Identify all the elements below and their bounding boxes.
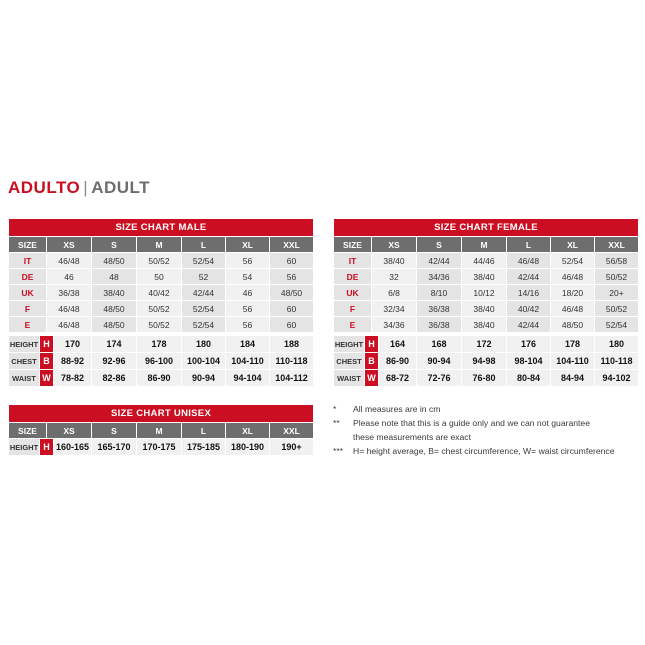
female-cell: 50/52 bbox=[595, 301, 639, 317]
male-measure-cell: 188 bbox=[270, 336, 314, 353]
note-line bbox=[333, 431, 645, 444]
female-measure-cell: 72-76 bbox=[417, 370, 462, 387]
male-col-l: L bbox=[182, 237, 226, 253]
male-cell: 38/40 bbox=[92, 285, 137, 301]
female-measure-cell: 104-110 bbox=[551, 353, 595, 370]
female-col-m: M bbox=[462, 237, 507, 253]
unisex-measure-cell: 165-170 bbox=[92, 439, 137, 456]
female-column-header-row bbox=[334, 237, 639, 253]
size-chart-female bbox=[333, 218, 639, 333]
female-col-xl: XL bbox=[551, 237, 595, 253]
unisex-measure-cell: 190+ bbox=[270, 439, 314, 456]
note-text: Please note that this is a guide only and we can not guarantee bbox=[353, 418, 590, 428]
table-row bbox=[9, 317, 314, 333]
male-cell: 60 bbox=[270, 253, 314, 269]
note-line bbox=[333, 403, 645, 416]
note-mark bbox=[333, 431, 353, 444]
unisex-measure-label-height: HEIGHT bbox=[9, 439, 40, 456]
unisex-col-s: S bbox=[92, 423, 137, 439]
female-cell: 50/52 bbox=[595, 269, 639, 285]
female-cell: 42/44 bbox=[417, 253, 462, 269]
unisex-col-xl: XL bbox=[226, 423, 270, 439]
female-cell: 34/36 bbox=[372, 317, 417, 333]
male-measure-label-chest: CHEST bbox=[9, 353, 40, 370]
male-cell: 52/54 bbox=[182, 253, 226, 269]
female-cell: 46/48 bbox=[507, 253, 551, 269]
male-table-heading: SIZE CHART MALE bbox=[9, 219, 314, 237]
male-measure-cell: 78-82 bbox=[54, 370, 92, 387]
table-row bbox=[9, 370, 314, 387]
female-cell: 20+ bbox=[595, 285, 639, 301]
female-cell: 6/8 bbox=[372, 285, 417, 301]
female-measure-key-h: H bbox=[365, 336, 379, 353]
female-table-heading: SIZE CHART FEMALE bbox=[334, 219, 639, 237]
male-measure-cell: 180 bbox=[182, 336, 226, 353]
table-row bbox=[334, 285, 639, 301]
male-measure-cell: 86-90 bbox=[137, 370, 182, 387]
note-line bbox=[333, 417, 645, 430]
note-mark: * bbox=[333, 404, 337, 414]
size-chart-unisex bbox=[8, 404, 314, 439]
male-measure-cell: 92-96 bbox=[92, 353, 137, 370]
note-text: All measures are in cm bbox=[353, 404, 441, 414]
unisex-column-header-row bbox=[9, 423, 314, 439]
table-row bbox=[9, 353, 314, 370]
female-measure-cell: 98-104 bbox=[507, 353, 551, 370]
female-cell: 8/10 bbox=[417, 285, 462, 301]
male-col-xxl: XXL bbox=[270, 237, 314, 253]
male-cell: 56 bbox=[226, 253, 270, 269]
title-english: ADULT bbox=[91, 178, 151, 197]
male-cell: 50/52 bbox=[137, 301, 182, 317]
unisex-col-xxl: XXL bbox=[270, 423, 314, 439]
unisex-col-l: L bbox=[182, 423, 226, 439]
unisex-measure-cell: 180-190 bbox=[226, 439, 270, 456]
table-row bbox=[9, 269, 314, 285]
male-cell: 36/38 bbox=[47, 285, 92, 301]
female-cell: 42/44 bbox=[507, 269, 551, 285]
note-mark: ** bbox=[333, 418, 340, 428]
table-row bbox=[334, 317, 639, 333]
male-row-label-f: F bbox=[9, 301, 47, 317]
male-measure-cell: 110-118 bbox=[270, 353, 314, 370]
male-measure-cell: 174 bbox=[92, 336, 137, 353]
female-cell: 44/46 bbox=[462, 253, 507, 269]
female-measure-cell: 168 bbox=[417, 336, 462, 353]
female-cell: 18/20 bbox=[551, 285, 595, 301]
male-cell: 46/48 bbox=[47, 317, 92, 333]
female-measure-cell: 80-84 bbox=[507, 370, 551, 387]
female-measure-cell: 94-98 bbox=[462, 353, 507, 370]
male-table-heading-row bbox=[9, 219, 314, 237]
note-line bbox=[333, 445, 645, 458]
female-cell: 32 bbox=[372, 269, 417, 285]
male-measure-cell: 88-92 bbox=[54, 353, 92, 370]
unisex-measure-cell: 175-185 bbox=[182, 439, 226, 456]
unisex-table-heading-row bbox=[9, 405, 314, 423]
male-cell: 56 bbox=[226, 317, 270, 333]
female-measure-cell: 172 bbox=[462, 336, 507, 353]
male-cell: 48/50 bbox=[92, 301, 137, 317]
male-measure-cell: 100-104 bbox=[182, 353, 226, 370]
size-chart-unisex-measures bbox=[8, 438, 314, 456]
male-col-xl: XL bbox=[226, 237, 270, 253]
female-col-size: SIZE bbox=[334, 237, 372, 253]
female-measure-cell: 94-102 bbox=[595, 370, 639, 387]
male-col-xs: XS bbox=[47, 237, 92, 253]
male-measure-cell: 104-112 bbox=[270, 370, 314, 387]
table-row bbox=[9, 301, 314, 317]
page-title bbox=[8, 178, 150, 198]
male-measure-cell: 82-86 bbox=[92, 370, 137, 387]
female-cell: 42/44 bbox=[507, 317, 551, 333]
female-cell: 36/38 bbox=[417, 301, 462, 317]
female-cell: 52/54 bbox=[551, 253, 595, 269]
female-measure-label-chest: CHEST bbox=[334, 353, 365, 370]
male-col-size: SIZE bbox=[9, 237, 47, 253]
female-cell: 38/40 bbox=[462, 269, 507, 285]
male-cell: 42/44 bbox=[182, 285, 226, 301]
male-cell: 52 bbox=[182, 269, 226, 285]
male-row-label-it: IT bbox=[9, 253, 47, 269]
female-cell: 46/48 bbox=[551, 301, 595, 317]
unisex-col-xs: XS bbox=[47, 423, 92, 439]
title-italian: ADULTO bbox=[8, 178, 81, 197]
female-cell: 40/42 bbox=[507, 301, 551, 317]
male-measure-cell: 178 bbox=[137, 336, 182, 353]
table-row bbox=[9, 253, 314, 269]
table-row bbox=[9, 336, 314, 353]
table-row bbox=[334, 353, 639, 370]
unisex-col-m: M bbox=[137, 423, 182, 439]
male-measure-cell: 184 bbox=[226, 336, 270, 353]
size-chart-male-measures bbox=[8, 335, 314, 387]
female-measure-cell: 176 bbox=[507, 336, 551, 353]
table-row bbox=[334, 301, 639, 317]
female-measure-cell: 178 bbox=[551, 336, 595, 353]
male-cell: 46/48 bbox=[47, 301, 92, 317]
size-chart-male bbox=[8, 218, 314, 333]
female-cell: 36/38 bbox=[417, 317, 462, 333]
male-row-label-uk: UK bbox=[9, 285, 47, 301]
table-row bbox=[9, 285, 314, 301]
female-measure-cell: 86-90 bbox=[379, 353, 417, 370]
male-cell: 54 bbox=[226, 269, 270, 285]
female-col-xs: XS bbox=[372, 237, 417, 253]
female-col-s: S bbox=[417, 237, 462, 253]
table-row bbox=[334, 336, 639, 353]
female-measure-cell: 68-72 bbox=[379, 370, 417, 387]
female-table-heading-row bbox=[334, 219, 639, 237]
male-measure-cell: 94-104 bbox=[226, 370, 270, 387]
male-measure-label-height: HEIGHT bbox=[9, 336, 40, 353]
title-separator: | bbox=[83, 178, 89, 197]
male-cell: 52/54 bbox=[182, 317, 226, 333]
male-measure-cell: 104-110 bbox=[226, 353, 270, 370]
female-row-label-it: IT bbox=[334, 253, 372, 269]
female-cell: 38/40 bbox=[462, 301, 507, 317]
chart-notes bbox=[333, 403, 645, 459]
female-cell: 32/34 bbox=[372, 301, 417, 317]
female-measure-key-w: W bbox=[365, 370, 379, 387]
female-measure-cell: 84-94 bbox=[551, 370, 595, 387]
female-measure-key-b: B bbox=[365, 353, 379, 370]
size-chart-female-measures bbox=[333, 335, 639, 387]
male-measure-key-b: B bbox=[40, 353, 54, 370]
male-cell: 46/48 bbox=[47, 253, 92, 269]
female-measure-cell: 110-118 bbox=[595, 353, 639, 370]
male-row-label-de: DE bbox=[9, 269, 47, 285]
female-measure-cell: 76-80 bbox=[462, 370, 507, 387]
male-cell: 46 bbox=[47, 269, 92, 285]
male-measure-cell: 96-100 bbox=[137, 353, 182, 370]
female-cell: 46/48 bbox=[551, 269, 595, 285]
unisex-col-size: SIZE bbox=[9, 423, 47, 439]
male-measure-key-h: H bbox=[40, 336, 54, 353]
female-row-label-f: F bbox=[334, 301, 372, 317]
female-measure-cell: 180 bbox=[595, 336, 639, 353]
female-cell: 14/16 bbox=[507, 285, 551, 301]
male-col-s: S bbox=[92, 237, 137, 253]
female-row-label-de: DE bbox=[334, 269, 372, 285]
male-cell: 56 bbox=[270, 269, 314, 285]
table-row bbox=[9, 439, 314, 456]
male-cell: 46 bbox=[226, 285, 270, 301]
female-cell: 38/40 bbox=[462, 317, 507, 333]
male-col-m: M bbox=[137, 237, 182, 253]
male-cell: 48/50 bbox=[92, 317, 137, 333]
male-measure-key-w: W bbox=[40, 370, 54, 387]
male-cell: 50/52 bbox=[137, 253, 182, 269]
table-row bbox=[334, 253, 639, 269]
male-measure-label-waist: WAIST bbox=[9, 370, 40, 387]
unisex-measure-cell: 170-175 bbox=[137, 439, 182, 456]
female-measure-label-height: HEIGHT bbox=[334, 336, 365, 353]
male-cell: 52/54 bbox=[182, 301, 226, 317]
table-row bbox=[334, 370, 639, 387]
female-measure-label-waist: WAIST bbox=[334, 370, 365, 387]
male-measure-cell: 90-94 bbox=[182, 370, 226, 387]
female-cell: 48/50 bbox=[551, 317, 595, 333]
female-cell: 56/58 bbox=[595, 253, 639, 269]
female-cell: 38/40 bbox=[372, 253, 417, 269]
female-measure-cell: 164 bbox=[379, 336, 417, 353]
male-row-label-e: E bbox=[9, 317, 47, 333]
female-cell: 52/54 bbox=[595, 317, 639, 333]
female-cell: 10/12 bbox=[462, 285, 507, 301]
male-cell: 48 bbox=[92, 269, 137, 285]
male-cell: 50/52 bbox=[137, 317, 182, 333]
female-row-label-e: E bbox=[334, 317, 372, 333]
male-column-header-row bbox=[9, 237, 314, 253]
female-row-label-uk: UK bbox=[334, 285, 372, 301]
note-mark: *** bbox=[333, 446, 344, 456]
female-col-xxl: XXL bbox=[595, 237, 639, 253]
note-text: these measurements are exact bbox=[353, 432, 471, 442]
female-cell: 34/36 bbox=[417, 269, 462, 285]
unisex-measure-cell: 160-165 bbox=[54, 439, 92, 456]
male-cell: 60 bbox=[270, 317, 314, 333]
male-cell: 56 bbox=[226, 301, 270, 317]
male-cell: 48/50 bbox=[270, 285, 314, 301]
female-col-l: L bbox=[507, 237, 551, 253]
male-measure-cell: 170 bbox=[54, 336, 92, 353]
male-cell: 50 bbox=[137, 269, 182, 285]
female-measure-cell: 90-94 bbox=[417, 353, 462, 370]
unisex-table-heading: SIZE CHART UNISEX bbox=[9, 405, 314, 423]
unisex-measure-key-h: H bbox=[40, 439, 54, 456]
male-cell: 48/50 bbox=[92, 253, 137, 269]
male-cell: 40/42 bbox=[137, 285, 182, 301]
note-text: H= height average, B= chest circumference, W= waist circumference bbox=[353, 446, 615, 456]
male-cell: 60 bbox=[270, 301, 314, 317]
table-row bbox=[334, 269, 639, 285]
